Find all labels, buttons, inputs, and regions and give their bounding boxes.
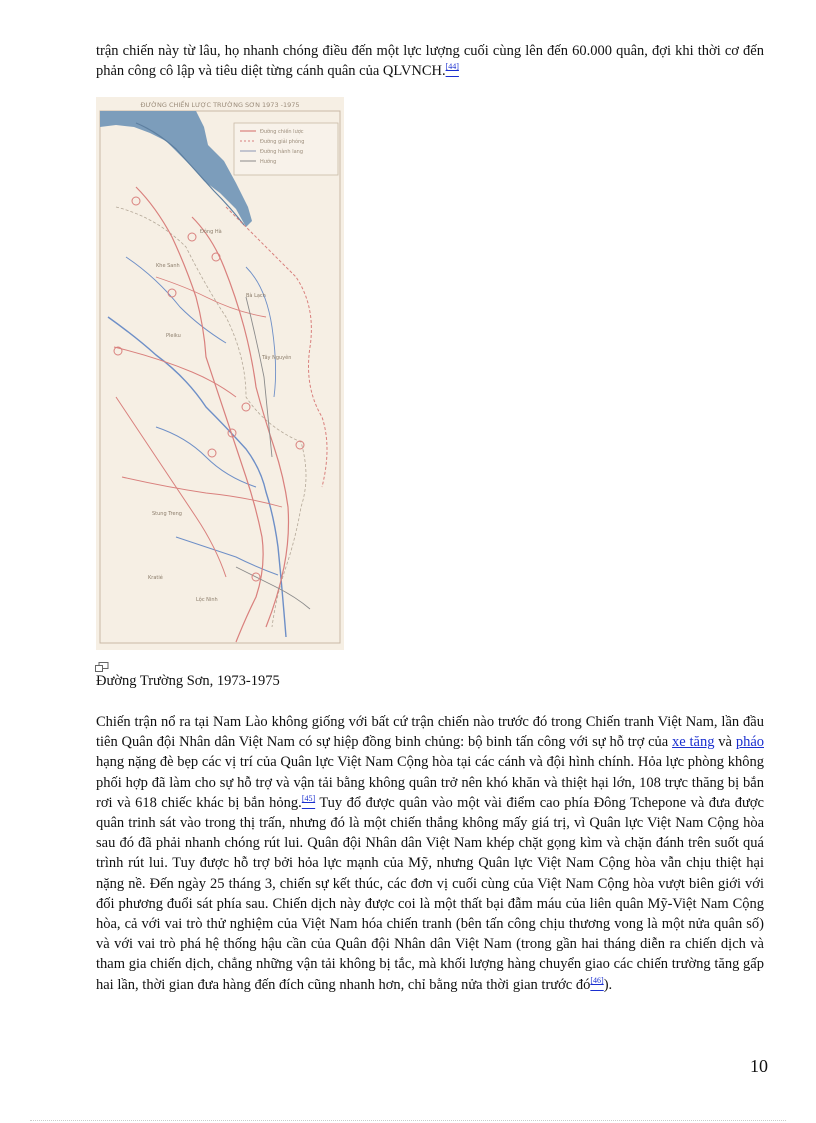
place-label-3: Kratié xyxy=(148,575,163,581)
place-label-6: Khe Sanh xyxy=(156,263,180,269)
paragraph-main: Chiến trận nổ ra tại Nam Lào không giống với bất cứ trận chiến nào trước đó trong Chiến tranh Việt Nam, lần đầu tiên Quân đội Nhân dân Việt Nam có sự hiệp đồng binh chủng: bộ binh tấn công với sự hỗ trợ của xe tăng và pháo hạng nặng đè bẹp các vị trí của Quân lực Việt Nam Cộng hòa tại các cánh và đội hình chính. Hỏa lực phòng không phối hợp đã làm cho sự hỗ trợ và vận tải bằng không quân trở nên khó khăn và thiệt hại lớn, 108 trực thăng bị bắn rơi và 618 chiếc khác bị bắn hỏng.[45] Tuy đổ được quân vào một vài điểm cao phía Đông Tchepone và đưa được quân trinh sát vào trong thị trấn, nhưng đó là một chiến thắng không mấy giá trị, vì Quân lực Việt Nam Cộng hòa sau đó đã phải nhanh chóng rút lui. Quân đội Nhân dân Việt Nam khép chặt gọng kìm và chặn đánh trên suốt quá trình rút lui. Tuy được hỗ trợ bởi hỏa lực mạnh của Mỹ, nhưng Quân lực Việt Nam Cộng hòa vẫn chịu thiệt hại nặng nề. Đến ngày 25 tháng 3, chiến sự kết thúc, các đơn vị cuối cùng của Việt Nam Cộng hòa vượt biên giới với đối phương đuổi sát phía sau. Chiến dịch này được coi là một thất bại đẫm máu của liên quân Mỹ-Việt Nam Cộng hòa, cả với vai trò thử nghiệm của Việt Nam hóa chiến tranh (bên tấn công chịu thương vong là một nửa quân số) và với vai trò phá hệ thống hậu cần của Quân đội Nhân dân Việt Nam (trong gần hai tháng diễn ra chiến dịch và tham gia chiến dịch, chẳng những vận tải không bị tắc, mà khối lượng hàng chuyển giao các chiến trường tăng gấp hai lần, thời gian đưa hàng đến đích cũng nhanh hơn, chỉ bằng nửa thời gian trước đó[46]). xyxy=(96,714,764,993)
place-label-4: Lộc Ninh xyxy=(196,597,218,603)
place-label-2: Stung Treng xyxy=(152,511,182,517)
legend-item-1: Đường giải phóng xyxy=(260,139,305,145)
legend-item-0: Đường chiến lược xyxy=(260,129,304,135)
map-image xyxy=(96,97,344,650)
paragraph-intro: trận chiến này từ lâu, họ nhanh chóng điều đến một lực lượng cuối cùng lên đến 60.000 quân, đợi khi thời cơ đến phản công cô lập và tiêu diệt từng cánh quân của QLVNCH.[44] xyxy=(96,43,764,80)
place-label-0: Bà Lạch xyxy=(246,293,266,299)
link-phao[interactable]: pháo xyxy=(735,734,764,751)
place-label-1: Tây Nguyên xyxy=(262,355,292,361)
legend-item-3: Hướng xyxy=(260,159,277,165)
map-title: ĐƯỜNG CHIẾN LƯỢC TRƯỜNG SƠN 1973 -1975 xyxy=(140,101,300,109)
page-number: 10 xyxy=(750,1056,768,1076)
reference-link-46[interactable]: [46] xyxy=(590,975,604,985)
footer-divider xyxy=(30,1120,786,1121)
place-label-7: Pleiku xyxy=(166,333,181,339)
link-xe-tang[interactable]: xe tăng xyxy=(672,734,715,751)
reference-link-44[interactable]: [44] xyxy=(445,62,459,72)
reference-link-45[interactable]: [45] xyxy=(301,793,316,803)
map-caption: Đường Trường Sơn, 1973-1975 xyxy=(96,673,280,689)
place-label-5: Đông Hà xyxy=(200,229,222,235)
legend-item-2: Đường hành lang xyxy=(260,149,303,155)
enlarge-icon[interactable] xyxy=(95,659,109,669)
